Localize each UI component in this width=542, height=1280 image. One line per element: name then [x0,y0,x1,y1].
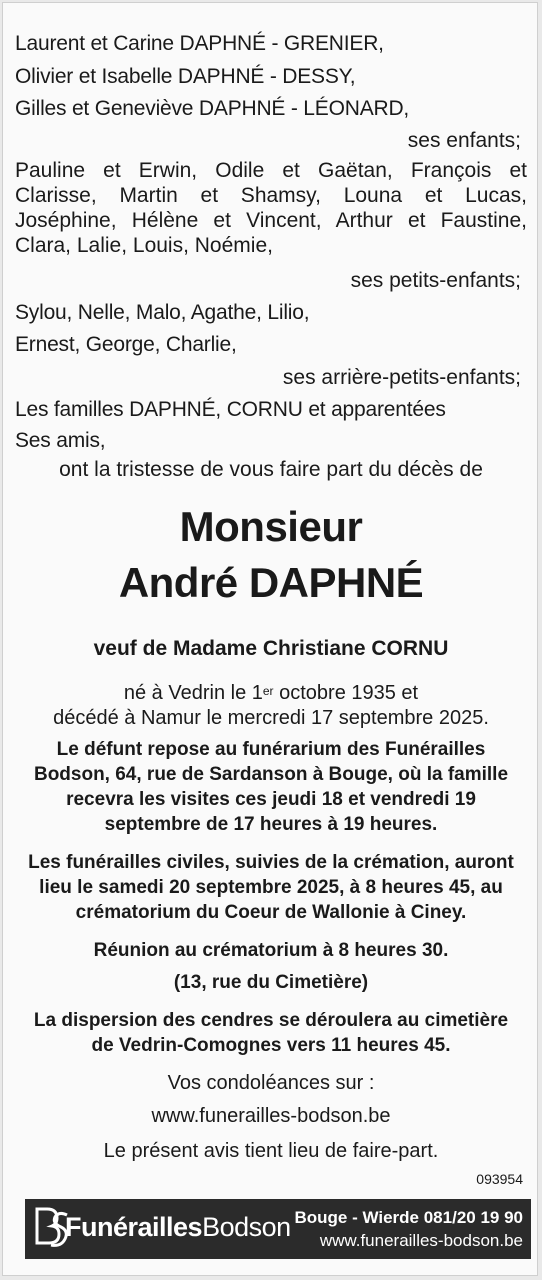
rest-line: recevra les visites ces jeudi 18 et vendredi 19 [66,789,476,810]
rest-line: Bodson, 64, rue de Sardanson à Bouge, où la famille [33,764,509,785]
widower-line: veuf de Madame Christiane CORNU [93,637,449,660]
condolences-url[interactable]: www.funerailles-bodson.be [151,1105,391,1127]
birth-line [3,681,539,705]
condolences-label: Vos condoléances sur : [167,1072,375,1094]
funeral-line: Les funérailles civiles, suivies de la crémation, auront [28,852,514,873]
brand-part-bodson: Bodson [202,1212,291,1242]
rest-line: Le défunt repose au funérarium des Funérailles [56,739,486,760]
announcement: ont la tristesse de vous faire part du décès de [59,458,483,481]
birth-superscript: er [262,684,274,698]
friends-line: Ses amis, [15,429,106,452]
birth-suffix: octobre 1935 et [273,682,419,704]
great-grandchild-line: Sylou, Nelle, Malo, Agathe, Lilio, [15,301,310,324]
brand-part-funerailles: Funérailles [65,1212,203,1242]
footer-website[interactable]: www.funerailles-bodson.be [319,1231,523,1250]
footer-banner [25,1199,531,1259]
great-grandchildren-label: ses arrière-petits-enfants; [282,366,521,389]
funeral-line: crématorium du Coeur de Wallonie à Ciney. [75,902,467,923]
notice-line: Le présent avis tient lieu de faire-part. [103,1140,439,1162]
dispersion-line: La dispersion des cendres se déroulera au cimetière [33,1010,509,1031]
grandchildren-label: ses petits-enfants; [350,269,521,292]
obituary-card [2,2,538,1276]
child-line: Olivier et Isabelle DAPHNÉ - DESSY, [15,65,356,88]
address-line: (13, rue du Cimetière) [173,972,369,993]
footer-locations-phone: Bouge - Wierde 081/20 19 90 [294,1208,523,1227]
rest-line: septembre de 17 heures à 19 heures. [104,814,438,835]
death-line: décédé à Namur le mercredi 17 septembre 2025. [53,707,489,729]
reference-number: 093954 [476,1171,523,1187]
deceased-name: André DAPHNÉ [118,559,424,606]
brand-name [65,1212,291,1243]
funeral-line: lieu le samedi 20 septembre 2025, à 8 heures 45, au [39,877,503,898]
meeting-line: Réunion au crématorium à 8 heures 30. [93,940,449,961]
child-line: Laurent et Carine DAPHNÉ - GRENIER, [15,32,384,55]
grandchildren-text: Pauline et Erwin, Odile et Gaëtan, François et Clarisse, Martin et Shamsy, Louna et Lucas, Joséphine, Hélène et Vincent, Arthur et Faustine, Clara, Lalie, Louis, Noémie, [15,159,527,257]
dispersion-line: de Vedrin-Comognes vers 11 heures 45. [91,1035,451,1056]
families-line: Les familles DAPHNÉ, CORNU et apparentées [15,398,446,421]
children-label: ses enfants; [407,129,521,152]
child-line: Gilles et Geneviève DAPHNÉ - LÉONARD, [15,97,410,120]
birth-prefix: né à Vedrin le 1 [123,682,263,704]
great-grandchild-line: Ernest, George, Charlie, [15,333,237,356]
deceased-title: Monsieur [179,503,363,550]
